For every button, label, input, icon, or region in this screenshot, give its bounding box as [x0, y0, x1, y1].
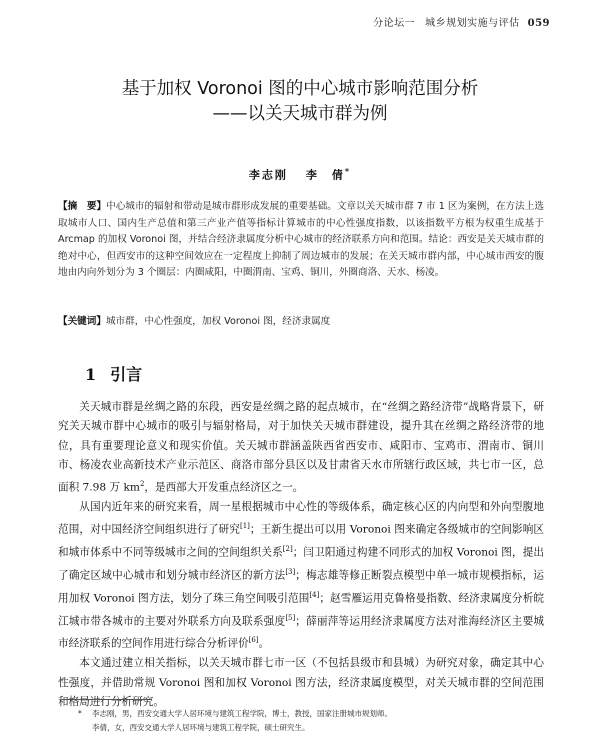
paragraph — [58, 398, 544, 498]
footnote-line: 李倩，女，西安交通大学人居环境与建筑工程学院，硕士研究生。 — [92, 723, 310, 732]
keywords-text: 城市群，中心性强度，加权 Voronoi 图，经济隶属度 — [105, 316, 331, 327]
paragraph: 本文通过建立相关指标，以关天城市群七市一区（不包括县级市和县城）为研究对象，确定其中心性强度，并借助常规 Voronoi 图和加权 Voronoi 图方法，经济隶属度模型，对关天城市群的空间范围和格局进行分析研究。 — [58, 657, 544, 708]
author-name: 李志刚 — [248, 168, 288, 182]
abstract — [58, 199, 544, 282]
keywords — [58, 314, 544, 330]
paragraph-text: ，是西部大开发重点经济区之一。 — [144, 481, 304, 494]
citation-ref: [6] — [248, 636, 259, 645]
section-title: 引言 — [110, 365, 143, 384]
title-subtitle: ——以关天城市群为例 — [212, 104, 388, 124]
footnotes — [78, 707, 552, 735]
title-main: 基于加权 Voronoi 图的中心城市影响范围分析 — [121, 79, 479, 99]
paragraph-text: 从国内近年来的研究来看，周一星根据城市中心性的等级体系，确定核心区的内向型和外向型腹地范围，对中国经济空间组织进行了研究 — [58, 501, 544, 536]
page-number: 059 — [527, 18, 550, 29]
paragraph-text: ；赵雪雁运用克鲁格曼指数、经济隶属度分析皖江城市带各城市的主要对外联系方向及联系强度 — [58, 592, 544, 628]
footnote-divider — [62, 699, 152, 700]
paragraph-text: ；薛丽萍等运用经济隶属度方法对淮海经济区主要城市经济联系的空间作用进行综合分析评价 — [58, 615, 544, 650]
paragraph-text: ；闫卫阳通过构建不同形式的加权 Voronoi 图，提出了确定区域中心城市和划分城市经济区的新方法 — [58, 546, 544, 582]
abstract-text: 中心城市的辐射和带动是城市群形成发展的重要基础。文章以关天城市群 7 市 1 区为案例，在方法上选取城市人口、国内生产总值和第三产业产值等指标计算城市的中心性强度指数，以该指数平方根为权重生成基于 Arcmap 的加权 Voronoi 图，并结合经济隶属度分析中心城市的经济联系方向和范围。结论：西安是关天城市群的绝对中心，但西安市的这种空间效应在一定程度上抑制了周边城市的发展；在关天城市群内部，中心城市西安的腹地由内向外划分为 3 个圈层：内圈咸阳，中圈渭南、宝鸡、铜川，外圈商洛、天水、杨凌。 — [58, 201, 545, 278]
abstract-label: 【摘 要】 — [58, 201, 107, 212]
running-head — [373, 14, 550, 29]
citation-ref: [4] — [309, 590, 320, 599]
paragraph — [58, 498, 544, 654]
citation-ref: [2] — [282, 545, 293, 554]
paper-title — [0, 77, 600, 127]
author-name: 李 倩 — [305, 168, 345, 182]
running-head-section: 分论坛一 — [373, 18, 416, 29]
citation-ref: [1] — [239, 522, 250, 531]
keywords-label: 【关键词】 — [58, 316, 106, 327]
footnote-mark: * — [78, 709, 82, 718]
body-text — [58, 398, 544, 712]
running-head-topic: 城乡规划实施与评估 — [425, 18, 520, 29]
citation-ref: [5] — [285, 613, 296, 622]
author-footnote-mark: * — [344, 166, 352, 176]
citation-ref: [3] — [285, 567, 296, 576]
paragraph-text: ；梅志雄等修正断裂点模型中单一城市规模指标，运用加权 Voronoi 图方法，划分了珠三角空间吸引范围 — [58, 569, 544, 605]
authors — [0, 166, 600, 183]
superscript: 2 — [139, 480, 145, 489]
paragraph-text: 关天城市群是丝绸之路的东段，西安是丝绸之路的起点城市，在“丝绸之路经济带”战略背景下，研究关天城市群中心城市的吸引与辐射格局，对于加快关天城市群建设，提升其在丝绸之路经济带的地位，具有重要理论意义和现实价值。关天城市群涵盖陕西省西安市、咸阳市、宝鸡市、渭南市、铜川市、杨凌农业高新技术产业示范区、商洛市部分县区以及甘肃省天水市所辖行政区域，共七市一区，总面积 7.98 万 km — [58, 401, 544, 494]
footnote-line: 李志刚，男，西安交通大学人居环境与建筑工程学院，博士，教授，国家注册城市规划师。 — [92, 709, 392, 718]
section-heading — [85, 362, 142, 385]
paragraph-text: 。 — [258, 637, 270, 650]
section-number: 1 — [85, 365, 97, 384]
paragraph-text: ；王新生提出可以用 Voronoi 图来确定各级城市的空间影响区和城市体系中不同等级城市之间的空间组织关系 — [58, 523, 545, 559]
